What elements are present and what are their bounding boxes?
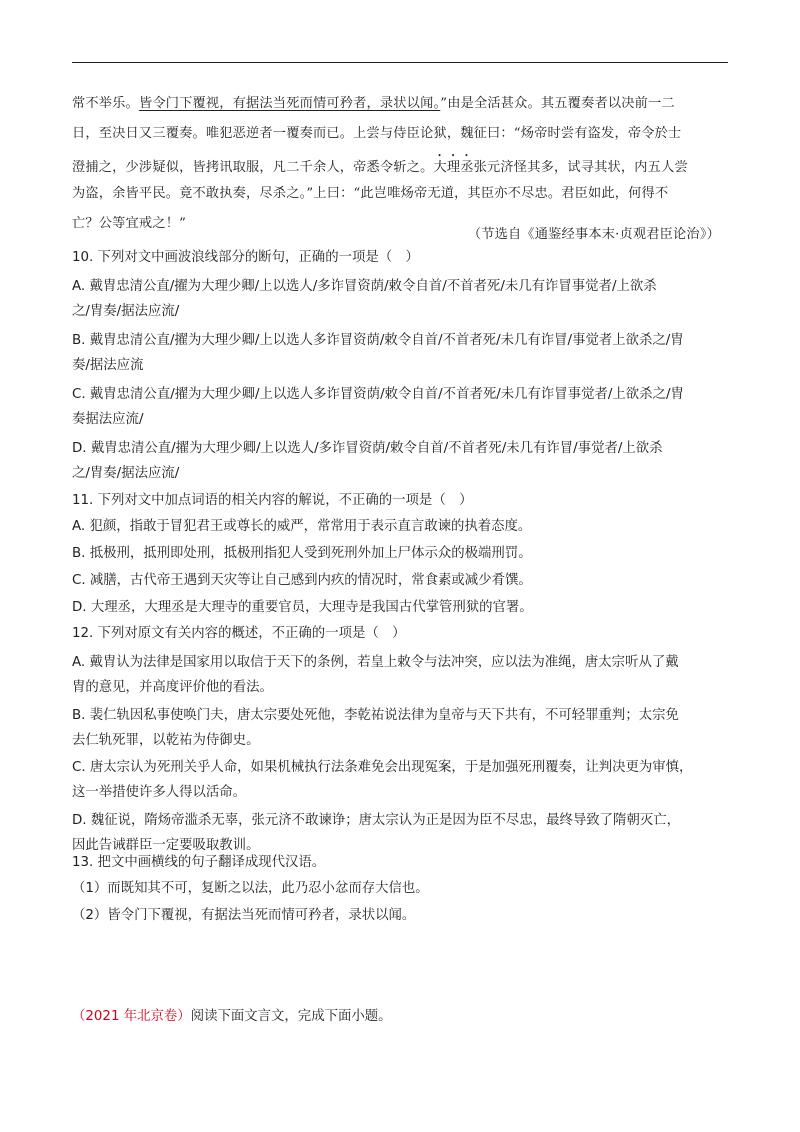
passage-line-4: 为盗，余皆平民。竟不敢执奏，尽杀之。”上曰：“此岂唯炀帝无道，其臣亦不尽忠。君臣如此，何得不 bbox=[72, 186, 669, 201]
question-stem: 11. 下列对文中加点词语的相关内容的解说，不正确的一项是（ ） bbox=[72, 493, 473, 508]
option-b: B. 抵极刑，抵刑即处刑，抵极刑指犯人受到死刑外加上尸体示众的极端刑罚。 bbox=[72, 546, 532, 561]
option-a: A. 戴胄认为法律是国家用以取信于天下的条例，若皇上敕令与法冲突，应以法为准绳，唐太宗听从了戴 bbox=[72, 655, 679, 670]
option-a-cont: 之/胄奏/据法应流/ bbox=[72, 304, 180, 319]
underlined-sentence: 皆令门下覆视，有据法当死而情可矜者，录状以闻。 bbox=[138, 96, 441, 111]
passage-text: 澄捕之，少涉疑似，皆拷讯取服，凡二千余人，帝悉令斩之。 bbox=[72, 160, 434, 175]
option-c: C. 戴胄忠清公直/擢为大理少卿/上以选人多诈冒资荫/敕令自首/不首者死/未几有诈冒事觉者/上欲杀之/胄 bbox=[72, 387, 684, 402]
option-d-cont: 因此告诫群臣一定要吸取教训。 bbox=[72, 838, 260, 853]
instruction-text: 阅读下面文言文，完成下面小题。 bbox=[190, 1009, 392, 1024]
translation-item-1: （1）而既知其不可，复断之以法，此乃忍小忿而存大信也。 bbox=[72, 881, 429, 896]
passage-text: 常不举乐。 bbox=[72, 96, 139, 111]
question-stem: 12. 下列对原文有关内容的概述，不正确的一项是（ ） bbox=[72, 626, 406, 641]
option-c: C. 减膳，古代帝王遇到天灾等让自己感到内疚的情况时，常食素或减少肴馔。 bbox=[72, 573, 532, 588]
passage-line-1 bbox=[72, 92, 675, 111]
option-b-cont: 奏/据法应流 bbox=[72, 358, 144, 373]
passage-text: ”由是全活甚众。其五覆奏者以决前一二 bbox=[440, 96, 675, 111]
question-stem: 10. 下列对文中画波浪线部分的断句，正确的一项是（ ） bbox=[72, 250, 419, 265]
option-d: D. 戴胄忠清公直/擢为大理少卿/上以选人/多诈冒资荫/敕令自首/不首者死/未几有诈冒/事觉者/上欲杀 bbox=[72, 441, 663, 456]
option-b-cont: 去仁轨死罪，以乾祐为侍御史。 bbox=[72, 733, 260, 748]
option-c-cont: 奏据法应流/ bbox=[72, 412, 144, 427]
header-rule bbox=[72, 62, 728, 63]
option-a: A. 犯颜，指敢于冒犯君王或尊长的威严，常常用于表示直言敢谏的执着态度。 bbox=[72, 519, 532, 534]
passage-line-2: 日，至决日又三覆奏。唯犯恶逆者一覆奏而已。上尝与侍臣论狱，魏征曰：“炀帝时尝有盗发，帝令於士 bbox=[72, 126, 682, 141]
option-c-cont: 这一举措使许多人得以活命。 bbox=[72, 785, 247, 800]
option-d: D. 魏征说，隋炀帝滥杀无辜，张元济不敢谏诤；唐太宗认为正是因为臣不尽忠，最终导致了隋朝灭亡， bbox=[72, 813, 681, 828]
dotted-term: 大理丞 bbox=[433, 160, 474, 175]
translation-item-2: （2）皆令门下覆视，有据法当死而情可矜者，录状以闻。 bbox=[72, 908, 416, 923]
option-d: D. 大理丞，大理丞是大理寺的重要官员，大理寺是我国古代掌管刑狱的官署。 bbox=[72, 600, 533, 615]
option-c: C. 唐太宗认为死刑关乎人命，如果机械执行法条难免会出现冤案，于是加强死刑覆奏，让判决更为审慎， bbox=[72, 760, 693, 775]
option-d-cont: 之/胄奏/据法应流/ bbox=[72, 466, 180, 481]
source-citation: （节选自《通鉴经事本末·贞观君臣论治》） bbox=[467, 227, 720, 242]
section-intro bbox=[72, 1005, 392, 1024]
passage-line-5: 亡？公等宜戒之！” bbox=[72, 216, 187, 231]
option-a-cont: 胄的意见，并高度评价他的看法。 bbox=[72, 680, 273, 695]
option-b: B. 裴仁轨因私事使唤门夫，唐太宗要处死他，李乾祐说法律为皇帝与天下共有，不可轻罪重判；太宗免 bbox=[72, 708, 679, 723]
option-a: A. 戴胄忠清公直/擢为大理少卿/上以选人/多诈冒资荫/敕令自首/不首者死/未几有诈冒事觉者/上欲杀 bbox=[72, 279, 657, 294]
source-tag: （2021 年北京卷） bbox=[72, 1009, 191, 1024]
option-b: B. 戴胄忠清公直/擢为大理少卿/上以选人多诈冒资荫/敕令自首/不首者死/未几有诈冒/事觉者上欲杀之/胄 bbox=[72, 333, 684, 348]
passage-text: 张元济怪其多，试寻其状，内五人尝 bbox=[473, 160, 688, 175]
question-stem: 13. 把文中画横线的句子翻译成现代汉语。 bbox=[72, 855, 326, 870]
passage-line-3 bbox=[72, 152, 688, 175]
